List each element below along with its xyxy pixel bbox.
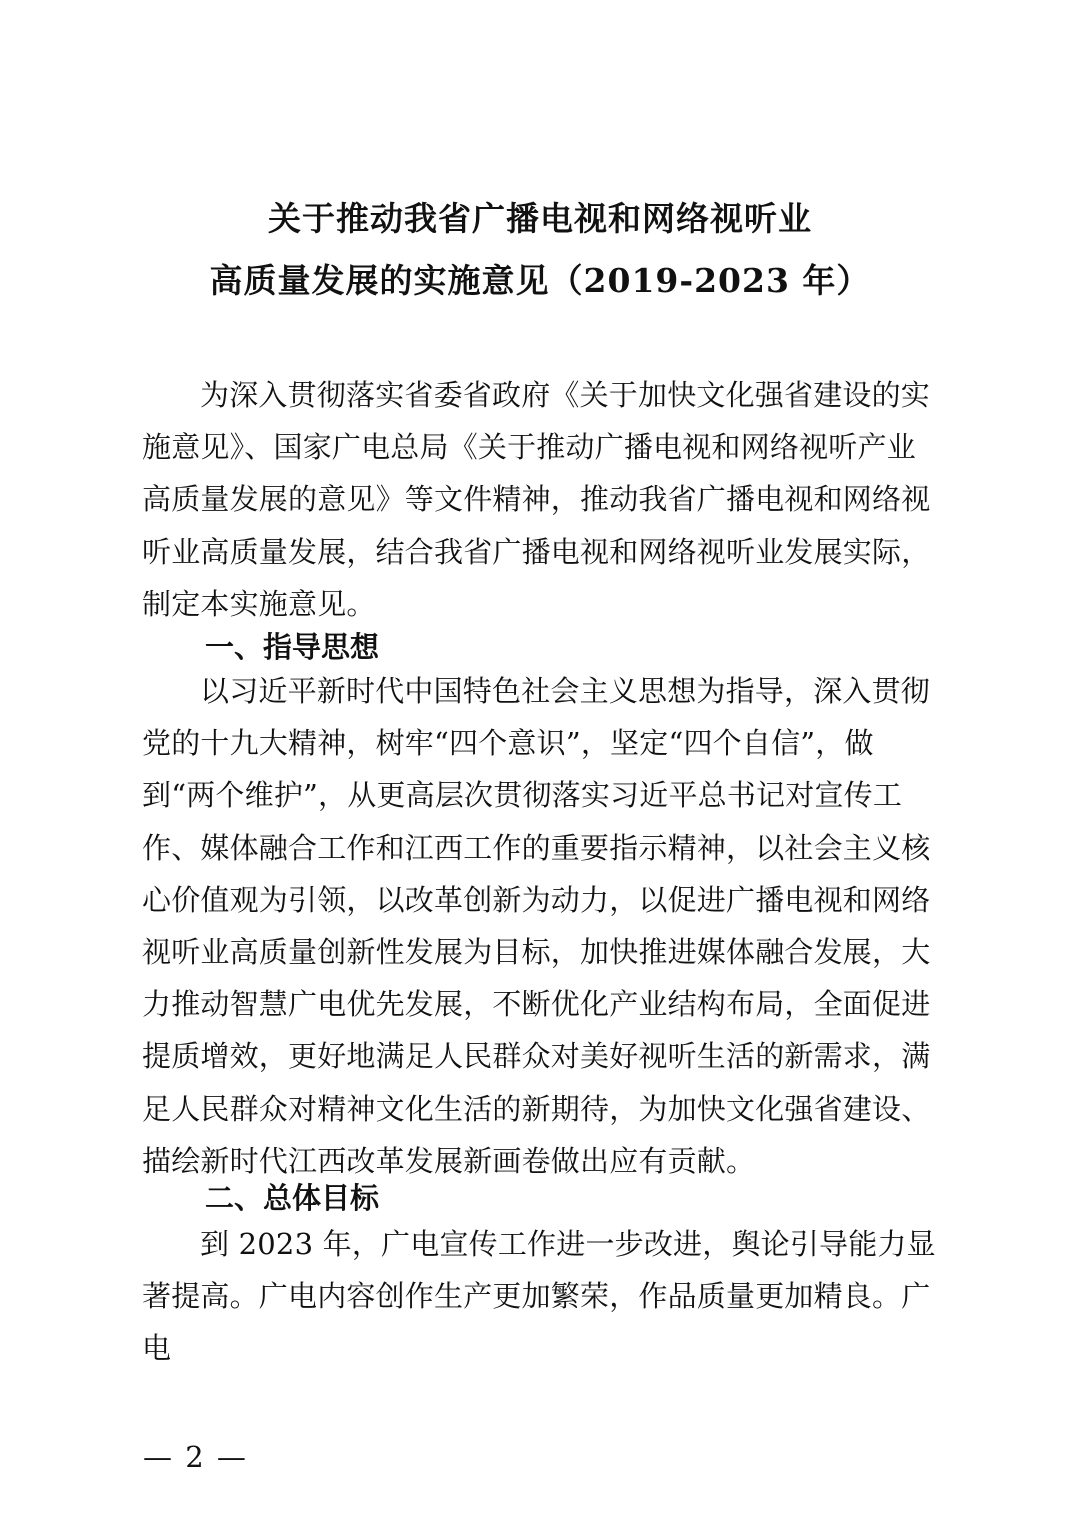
guiding-ideology-text: 以习近平新时代中国特色社会主义思想为指导，深入贯彻党的十九大精神，树牢“四个意识”，坚定“四个自信”，做到“两个维护”，从更高层次贯彻落实习近平总书记对宣传工作、媒体融合工作和江西工作的重要指示精神，以社会主义核心价值观为引领，以改革创新为动力，以促进广播电视和网络视听业高质量创新性发展为目标，加快推进媒体融合发展，大力推动智慧广电优先发展，不断优化产业结构布局，全面促进提质增效，更好地满足人民群众对美好视听生活的新需求，满足人民群众对精神文化生活的新期待，为加快文化强省建设、描绘新时代江西改革发展新画卷做出应有贡献。 — [142, 674, 931, 1178]
guiding-ideology-paragraph — [142, 665, 942, 1187]
section-heading-overall-goals: 二、总体目标 — [205, 1181, 380, 1215]
section-heading-guiding-ideology: 一、指导思想 — [205, 630, 380, 664]
document-title-line-1: 关于推动我省广播电视和网络视听业 — [268, 199, 812, 238]
overall-goals-paragraph — [142, 1218, 942, 1375]
intro-paragraph — [142, 369, 942, 630]
document-title-line-2: 高质量发展的实施意见（2019-2023 年） — [209, 261, 871, 300]
page-number: — 2 — — [143, 1440, 248, 1474]
intro-paragraph-text: 为深入贯彻落实省委省政府《关于加快文化强省建设的实施意见》、国家广电总局《关于推动广播电视和网络视听产业高质量发展的意见》等文件精神，推动我省广播电视和网络视听业高质量发展，结合我省广播电视和网络视听业发展实际，制定本实施意见。 — [142, 378, 931, 621]
overall-goals-text: 到 2023 年，广电宣传工作进一步改进，舆论引导能力显著提高。广电内容创作生产更加繁荣，作品质量更加精良。广电 — [142, 1227, 936, 1366]
